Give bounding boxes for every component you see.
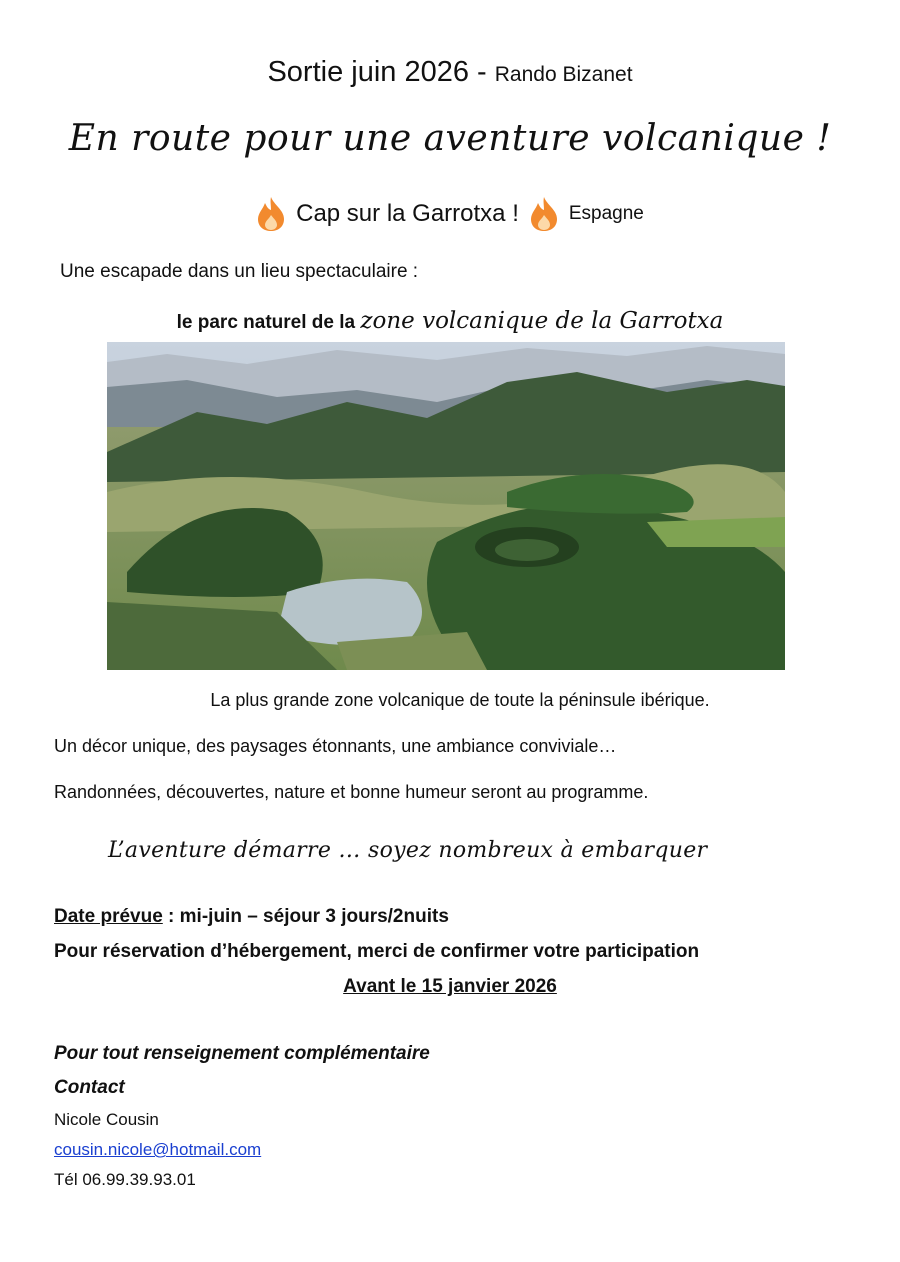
- title-main: Sortie juin 2026 -: [267, 56, 495, 88]
- reservation-text: Pour réservation d’hébergement, merci de confirmer votre participation: [54, 941, 700, 962]
- contact-email-link[interactable]: cousin.nicole@hotmail.com: [54, 1140, 262, 1159]
- deadline: Avant le 15 janvier 2026: [343, 976, 557, 997]
- slogan: En route pour une aventure volcanique !: [68, 118, 832, 159]
- info-heading: Pour tout renseignement complémentaire: [54, 1043, 430, 1064]
- paragraph-decor: Un décor unique, des paysages étonnants, une ambiance conviviale…: [54, 736, 617, 756]
- paragraph-program: Randonnées, découvertes, nature et bonne humeur seront au programme.: [54, 782, 649, 802]
- date-line: [54, 906, 449, 928]
- page-title: [0, 56, 900, 89]
- country-label: Espagne: [568, 203, 644, 224]
- escapade-text: Une escapade dans un lieu spectaculaire :: [60, 261, 419, 282]
- park-italic: zone volcanique de la Garrotxa: [360, 308, 724, 334]
- flame-icon: [256, 196, 286, 232]
- contact-phone: Tél 06.99.39.93.01: [54, 1170, 196, 1189]
- title-sub: Rando Bizanet: [494, 63, 633, 86]
- park-line: [0, 308, 900, 334]
- cap-line: [0, 192, 900, 236]
- tagline: L’aventure démarre … soyez nombreux à embarquer: [108, 838, 708, 863]
- landscape-photo: [107, 342, 785, 670]
- flame-icon: [529, 196, 559, 232]
- photo-caption: La plus grande zone volcanique de toute la péninsule ibérique.: [210, 690, 710, 710]
- cap-text: Cap sur la Garrotxa !: [296, 200, 519, 227]
- date-value: : mi-juin – séjour 3 jours/2nuits: [162, 906, 449, 927]
- date-label: Date prévue: [54, 906, 163, 927]
- park-bold: le parc naturel de la: [176, 312, 361, 333]
- contact-heading: Contact: [54, 1077, 125, 1098]
- contact-name: Nicole Cousin: [54, 1110, 159, 1129]
